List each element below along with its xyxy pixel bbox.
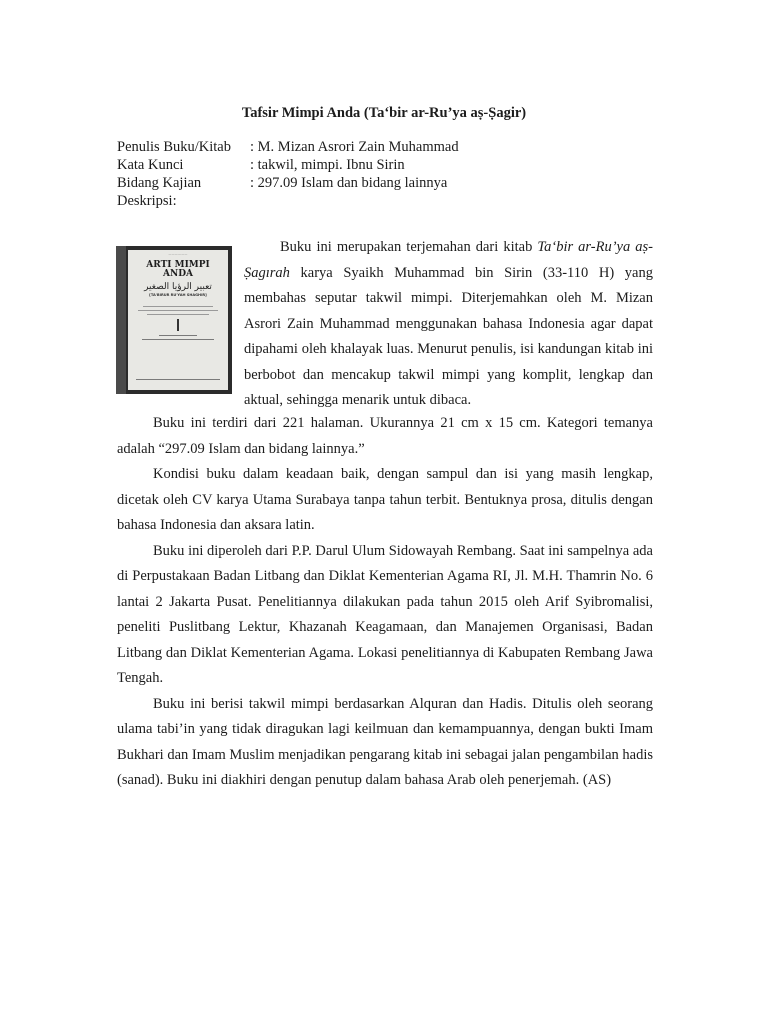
cover-title bbox=[128, 261, 228, 279]
meta-label: Deskripsi: bbox=[117, 193, 177, 209]
cover-title-line: ANDA bbox=[163, 269, 193, 279]
meta-row-author bbox=[117, 138, 459, 156]
cover-publisher-line bbox=[136, 379, 220, 380]
meta-row-keywords bbox=[117, 156, 459, 174]
cover-text-lines bbox=[134, 306, 222, 315]
meta-label: Bidang Kajian bbox=[117, 175, 202, 191]
cover-arabic-title: تعبير الرؤيا الصغير bbox=[144, 282, 212, 292]
meta-label: Penulis Buku/Kitab bbox=[117, 139, 231, 155]
meta-row-field bbox=[117, 174, 459, 192]
book-spine bbox=[116, 246, 126, 394]
paragraph: Buku ini berisi takwil mimpi berdasarkan Alquran dan Hadis. Ditulis oleh seorang ulama tabi’in yang tidak diragukan lagi keilmuan dan kemampuannya, dengan bukti Imam Bukhari dan Imam Muslim menjadikan pengarang kitab ini sebagai jalan pengambilan hadis (sanad). Buku ini diakhiri dengan penutup dalam bahasa Arab oleh penerjemah. (AS) bbox=[117, 695, 653, 788]
book-cover-image bbox=[116, 246, 232, 394]
meta-label: Kata Kunci bbox=[117, 157, 184, 173]
intro-paragraph bbox=[244, 235, 653, 414]
intro-suffix: karya Syaikh Muhammad bin Sirin (33-110 H) yang membahas seputar takwil mimpi. Diterjemahkan oleh M. Mizan Asrori Zain Muhammad menggunakan bahasa Indonesia agar dapat dipahami oleh khalayak luas. Menurut penulis, isi kandungan kitab ini berbobot dan mencakup takwil mimpi yang komplit, lengkap dan aktual, sehingga menarik untuk dibaca. bbox=[244, 264, 653, 408]
meta-value: : M. Mizan Asrori Zain Muhammad bbox=[250, 139, 459, 155]
document-title: Tafsir Mimpi Anda (Ta‘bir ar-Ru’ya aṣ-Ṣagir) bbox=[241, 105, 527, 121]
metadata-block bbox=[117, 138, 459, 210]
cover-top-text: —————— bbox=[168, 252, 188, 256]
paragraph: Buku ini diperoleh dari P.P. Darul Ulum Sidowayah Rembang. Saat ini sampelnya ada di Perpustakaan Badan Litbang dan Diklat Kementerian Agama RI, Jl. M.H. Thamrin No. 6 lantai 2 Jakarta Pusat. Penelitiannya dilakukan pada tahun 2015 oleh Arif Syibromalisi, peneliti Puslitbang Lektur, Khazanah Keagamaan, dan Manajemen Organisasi, Badan Litbang dan Diklat Kementerian Agama. Lokasi penelitiannya di Kabupaten Rembang Jawa Tengah. bbox=[117, 542, 653, 686]
meta-value: : 297.09 Islam dan bidang lainnya bbox=[250, 175, 448, 191]
paragraph: Kondisi buku dalam keadaan baik, dengan sampul dan isi yang masih lengkap, dicetak oleh CV karya Utama Surabaya tanpa tahun terbit. Bentuknya prosa, ditulis dengan bahasa Indonesia dan aksara latin. bbox=[117, 466, 653, 533]
cover-title-line: ARTI MIMPI bbox=[146, 260, 210, 270]
intro-book-title: Ta‘bir ar-Ru’ya aṣ-Ṣagırah bbox=[244, 239, 653, 281]
meta-value: : takwil, mimpi. Ibnu Sirin bbox=[250, 157, 405, 173]
paragraph: Buku ini terdiri dari 221 halaman. Ukurannya 21 cm x 15 cm. Kategori temanya adalah “297.09 Islam dan bidang lainnya.” bbox=[117, 415, 653, 457]
intro-prefix: Buku ini merupakan terjemahan dari kitab bbox=[280, 239, 538, 255]
book-cover-face bbox=[128, 250, 228, 390]
cover-ornament bbox=[177, 319, 179, 331]
meta-row-description bbox=[117, 192, 459, 210]
body-paragraphs bbox=[117, 411, 653, 794]
cover-author-lines bbox=[136, 335, 220, 340]
cover-subtitle: [TA'BIRUR RU'YAH SHAGHIR] bbox=[149, 293, 207, 297]
